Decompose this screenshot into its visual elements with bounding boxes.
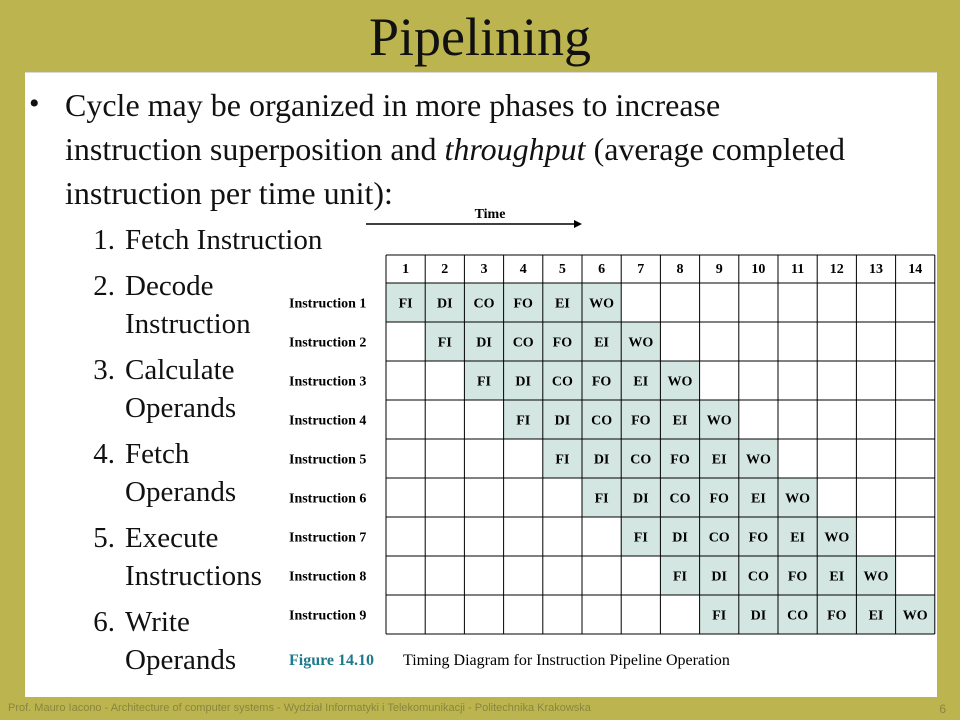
stage-label: WO [824,530,850,546]
row-label: Instruction 3 [289,374,367,390]
step-number: 1. [93,224,115,256]
bullet-dot: • [29,87,40,120]
row-label: Instruction 1 [289,296,367,312]
stage-label: EI [829,569,845,585]
stage-label: DI [437,296,453,312]
stage-label: CO [787,608,809,624]
step-number: 2. [93,270,115,302]
stage-label: FO [631,413,651,429]
step-label: Execute Instructions [125,522,262,592]
stage-label: DI [672,530,688,546]
figure-caption-text: Timing Diagram for Instruction Pipeline Operation [403,652,730,669]
page-number: 6 [939,702,946,716]
stage-label: EI [790,530,805,546]
stage-label: EI [555,296,570,312]
stage-label: CO [747,569,769,585]
time-label: Time [474,207,506,222]
stage-label: EI [594,335,609,351]
step-label: Fetch Operands [125,438,237,508]
stage-label: CO [591,413,613,429]
footer-text: Prof. Mauro Iacono - Architecture of computer systems - Wydział Informatyki i Telekomunikacji - Politechnika Krakowska [8,702,591,714]
bullet-text-part1: Cycle may be organized in more phases to increase instruction superposition and [65,87,721,167]
stage-label: WO [667,374,693,390]
row-label: Instruction 4 [289,413,367,429]
column-header: 5 [558,262,566,277]
stage-label: CO [669,491,691,507]
slide-title: Pipelining [368,7,591,67]
stage-label: CO [630,452,652,468]
stage-label: WO [706,413,732,429]
stage-label: CO [512,335,534,351]
figure-caption-label: Figure 14.10 [289,652,375,669]
step-number: 5. [93,522,115,554]
stage-label: CO [473,296,495,312]
stage-label: FI [633,530,648,546]
stage-label: WO [628,335,654,351]
column-header: 1 [402,262,410,277]
stage-label: DI [515,374,531,390]
column-header: 12 [829,262,844,277]
bullet-text-italic: throughput [444,131,586,167]
stage-label: FO [513,296,533,312]
row-label: Instruction 2 [289,335,367,351]
stage-label: DI [750,608,767,624]
row-label: Instruction 8 [289,569,367,585]
column-header: 6 [598,262,606,277]
stage-label: DI [476,335,492,351]
step-label: Fetch Instruction [125,224,323,256]
stage-label: WO [902,608,928,624]
stage-label: FO [787,569,808,585]
column-header: 8 [676,262,684,277]
stage-label: WO [863,569,889,585]
stage-label: FI [594,491,609,507]
stage-label: FO [670,452,690,468]
step-number: 4. [93,438,115,470]
stage-label: CO [708,530,730,546]
column-header: 14 [908,262,923,277]
step-label: Write Operands [125,606,237,676]
stage-label: EI [711,452,727,468]
column-header: 9 [715,262,723,277]
stage-label: FI [555,452,570,468]
stage-label: DI [554,413,571,429]
stage-label: FI [477,374,491,390]
column-header: 4 [519,262,527,277]
stage-label: DI [711,569,727,585]
column-header: 7 [637,262,645,277]
step-label: Decode Instruction [125,270,251,340]
column-header: 2 [441,262,449,277]
step-number: 3. [93,354,115,386]
stage-label: EI [751,491,766,507]
stage-label: FO [552,335,573,351]
stage-label: FI [398,296,413,312]
step-label: Calculate Operands [125,354,237,424]
column-header: 13 [869,262,883,277]
stage-label: FO [827,608,847,624]
stage-label: DI [633,491,649,507]
column-header: 3 [480,262,488,277]
stage-label: FI [712,608,727,624]
stage-label: FO [748,530,769,546]
stage-label: CO [551,374,573,390]
stage-label: FO [709,491,729,507]
bullet-text-part2: (average completed instruction per time unit): [65,131,845,211]
stage-label: FI [437,335,452,351]
stage-label: WO [785,491,811,507]
stage-label: EI [672,413,688,429]
row-label: Instruction 6 [289,491,367,507]
row-label: Instruction 5 [289,452,367,468]
stage-label: FI [673,569,687,585]
row-label: Instruction 7 [289,530,367,546]
stage-label: EI [868,608,884,624]
stage-label: EI [633,374,649,390]
column-header: 11 [790,262,805,277]
stage-label: FO [591,374,612,390]
stage-label: FI [516,413,531,429]
row-label: Instruction 9 [289,608,367,624]
stage-label: WO [589,296,615,312]
column-header: 10 [751,262,766,277]
stage-label: DI [593,452,610,468]
stage-label: WO [745,452,771,468]
step-number: 6. [93,606,115,638]
